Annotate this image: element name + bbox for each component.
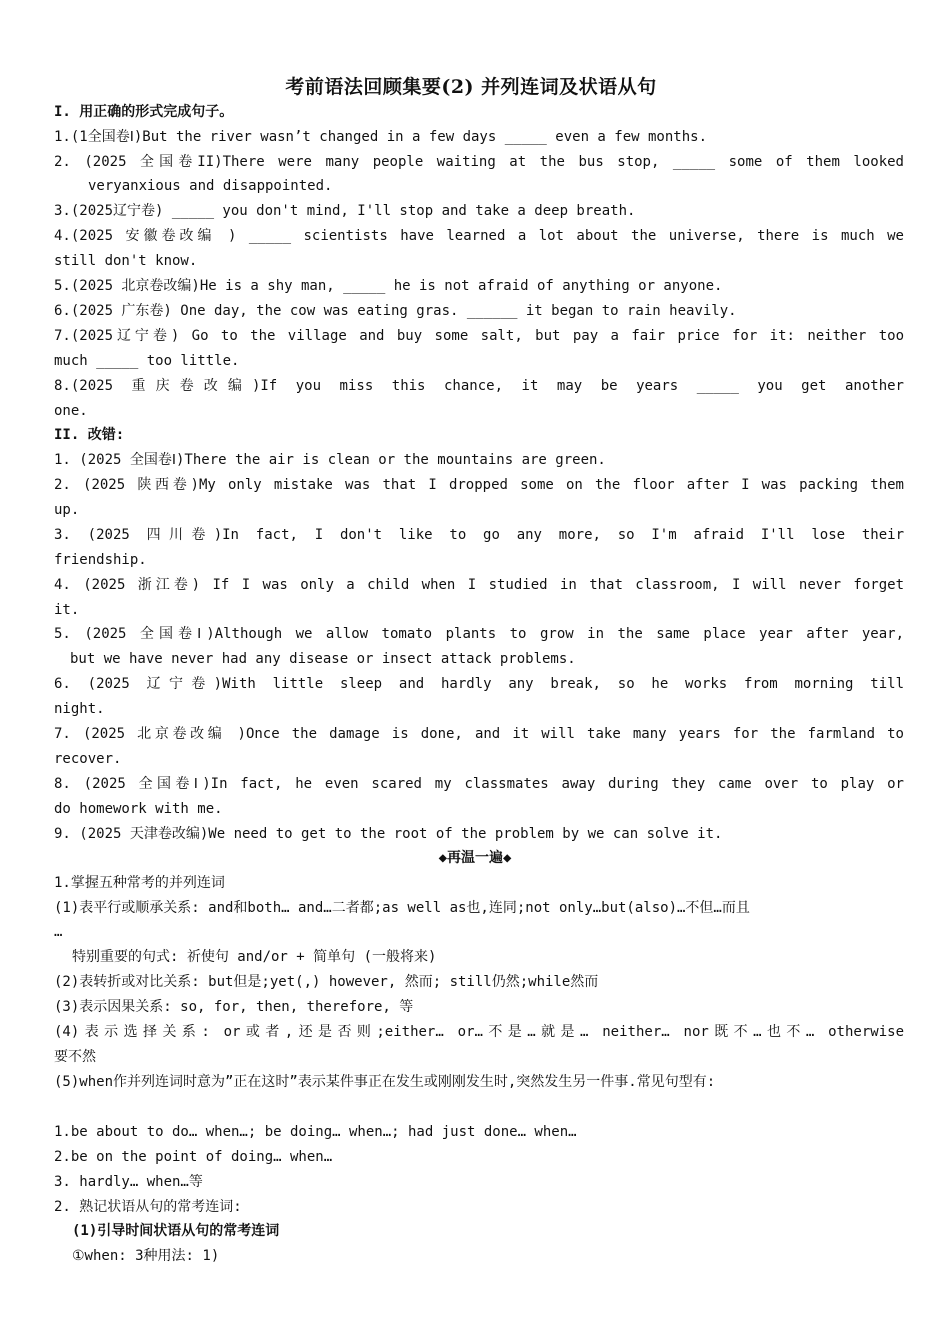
correction-line: 3. (2025 四川卷)In fact, I don't like to go any more, so I'm afraid I'll lose their xyxy=(54,527,904,543)
review-line: (3)表示因果关系: so, for, then, therefore, 等 xyxy=(54,999,414,1015)
review-line: (1)表平行或顺承关系: and和both… and…二者都;as well as也,连同;not only…but(also)…不但…而且 xyxy=(54,900,750,916)
correction-line: night. xyxy=(54,701,105,717)
review-line: 特别重要的句式: 祈使句 and/or + 简单句 (一般将来) xyxy=(72,949,437,965)
correction-line: 2. (2025 陕西卷)My only mistake was that I dropped some on the floor after I was packing them xyxy=(54,477,904,493)
review-line: (2)表转折或对比关系: but但是;yet(,) however, 然而; still仍然;while然而 xyxy=(54,974,599,990)
review-line: ①when: 3种用法: 1) xyxy=(72,1248,220,1264)
page-title: 考前语法回顾集要(2) 并列连词及状语从句 xyxy=(285,76,657,98)
section-heading-2: II. 改错: xyxy=(54,427,125,443)
correction-line: 1. (2025 全国卷Ⅰ)There the air is clean or the mountains are green. xyxy=(54,452,606,468)
section-heading-1: I. 用正确的形式完成句子。 xyxy=(54,104,234,120)
review-line: 1.be about to do… when…; be doing… when…; had just done… when… xyxy=(54,1124,577,1140)
correction-line: recover. xyxy=(54,751,122,767)
exercise-line: one. xyxy=(54,403,88,419)
exercise-line: still don't know. xyxy=(54,253,198,269)
review-line: … xyxy=(54,924,63,940)
correction-line: 7. (2025 北京卷改编 )Once the damage is done, and it will take many years for the farmland to xyxy=(54,726,904,742)
exercise-line: 7.(2025辽宁卷) Go to the village and buy some salt, but pay a fair price for it: neither too xyxy=(54,328,904,344)
review-line: 要不然 xyxy=(54,1049,96,1065)
exercise-line: 3.(2025辽宁卷) _____ you don't mind, I'll stop and take a deep breath. xyxy=(54,203,636,219)
correction-line: 5. (2025 全国卷Ⅰ)Although we allow tomato plants to grow in the same place year after year, xyxy=(54,626,904,642)
exercise-line: much _____ too little. xyxy=(54,353,240,369)
correction-line: it. xyxy=(54,602,80,618)
correction-line: do homework with me. xyxy=(54,801,223,817)
correction-line: 8. (2025 全国卷Ⅰ)In fact, he even scared my classmates away during they came over to play or xyxy=(54,776,904,792)
correction-line: 6. (2025 辽宁卷)With little sleep and hardly any break, so he works from morning till xyxy=(54,676,904,692)
review-line: 3. hardly… when…等 xyxy=(54,1174,203,1190)
exercise-line: 5.(2025 北京卷改编)He is a shy man, _____ he is not afraid of anything or anyone. xyxy=(54,278,723,294)
review-line: (5)when作并列连词时意为”正在这时”表示某件事正在发生或刚刚发生时,突然发生另一件事.常见句型有: xyxy=(54,1074,716,1090)
review-subheading: (1)引导时间状语从句的常考连词 xyxy=(72,1223,280,1239)
correction-line: but we have never had any disease or insect attack problems. xyxy=(70,651,576,667)
exercise-line: 4.(2025 安徽卷改编 ) _____ scientists have learned a lot about the universe, there is much we xyxy=(54,228,904,244)
review-line: 2.be on the point of doing… when… xyxy=(54,1149,333,1165)
exercise-line: 2. (2025 全国卷II)There were many people waiting at the bus stop, _____ some of them looked xyxy=(54,154,904,170)
exercise-line: veryanxious and disappointed. xyxy=(88,178,333,194)
correction-line: 9. (2025 天津卷改编)We need to get to the root of the problem by we can solve it. xyxy=(54,826,723,842)
review-line: 2. 熟记状语从句的常考连词: xyxy=(54,1199,242,1215)
review-line: 1.掌握五种常考的并列连词 xyxy=(54,875,225,891)
review-line: (4)表示选择关系: or或者,还是否则;either… or…不是…就是… neither… nor既不…也不… otherwise xyxy=(54,1024,904,1040)
review-heading: ◆再温一遍◆ xyxy=(438,850,512,866)
correction-line: 4. (2025 浙江卷) If I was only a child when I studied in that classroom, I will never forget xyxy=(54,577,904,593)
exercise-line: 8.(2025 重庆卷改编)If you miss this chance, it may be years _____ you get another xyxy=(54,378,904,394)
correction-line: friendship. xyxy=(54,552,147,568)
exercise-line: 6.(2025 广东卷) One day, the cow was eating gras. ______ it began to rain heavily. xyxy=(54,303,737,319)
correction-line: up. xyxy=(54,502,80,518)
exercise-line: 1.(1全国卷Ⅰ)But the river wasn’t changed in a few days _____ even a few months. xyxy=(54,129,707,145)
